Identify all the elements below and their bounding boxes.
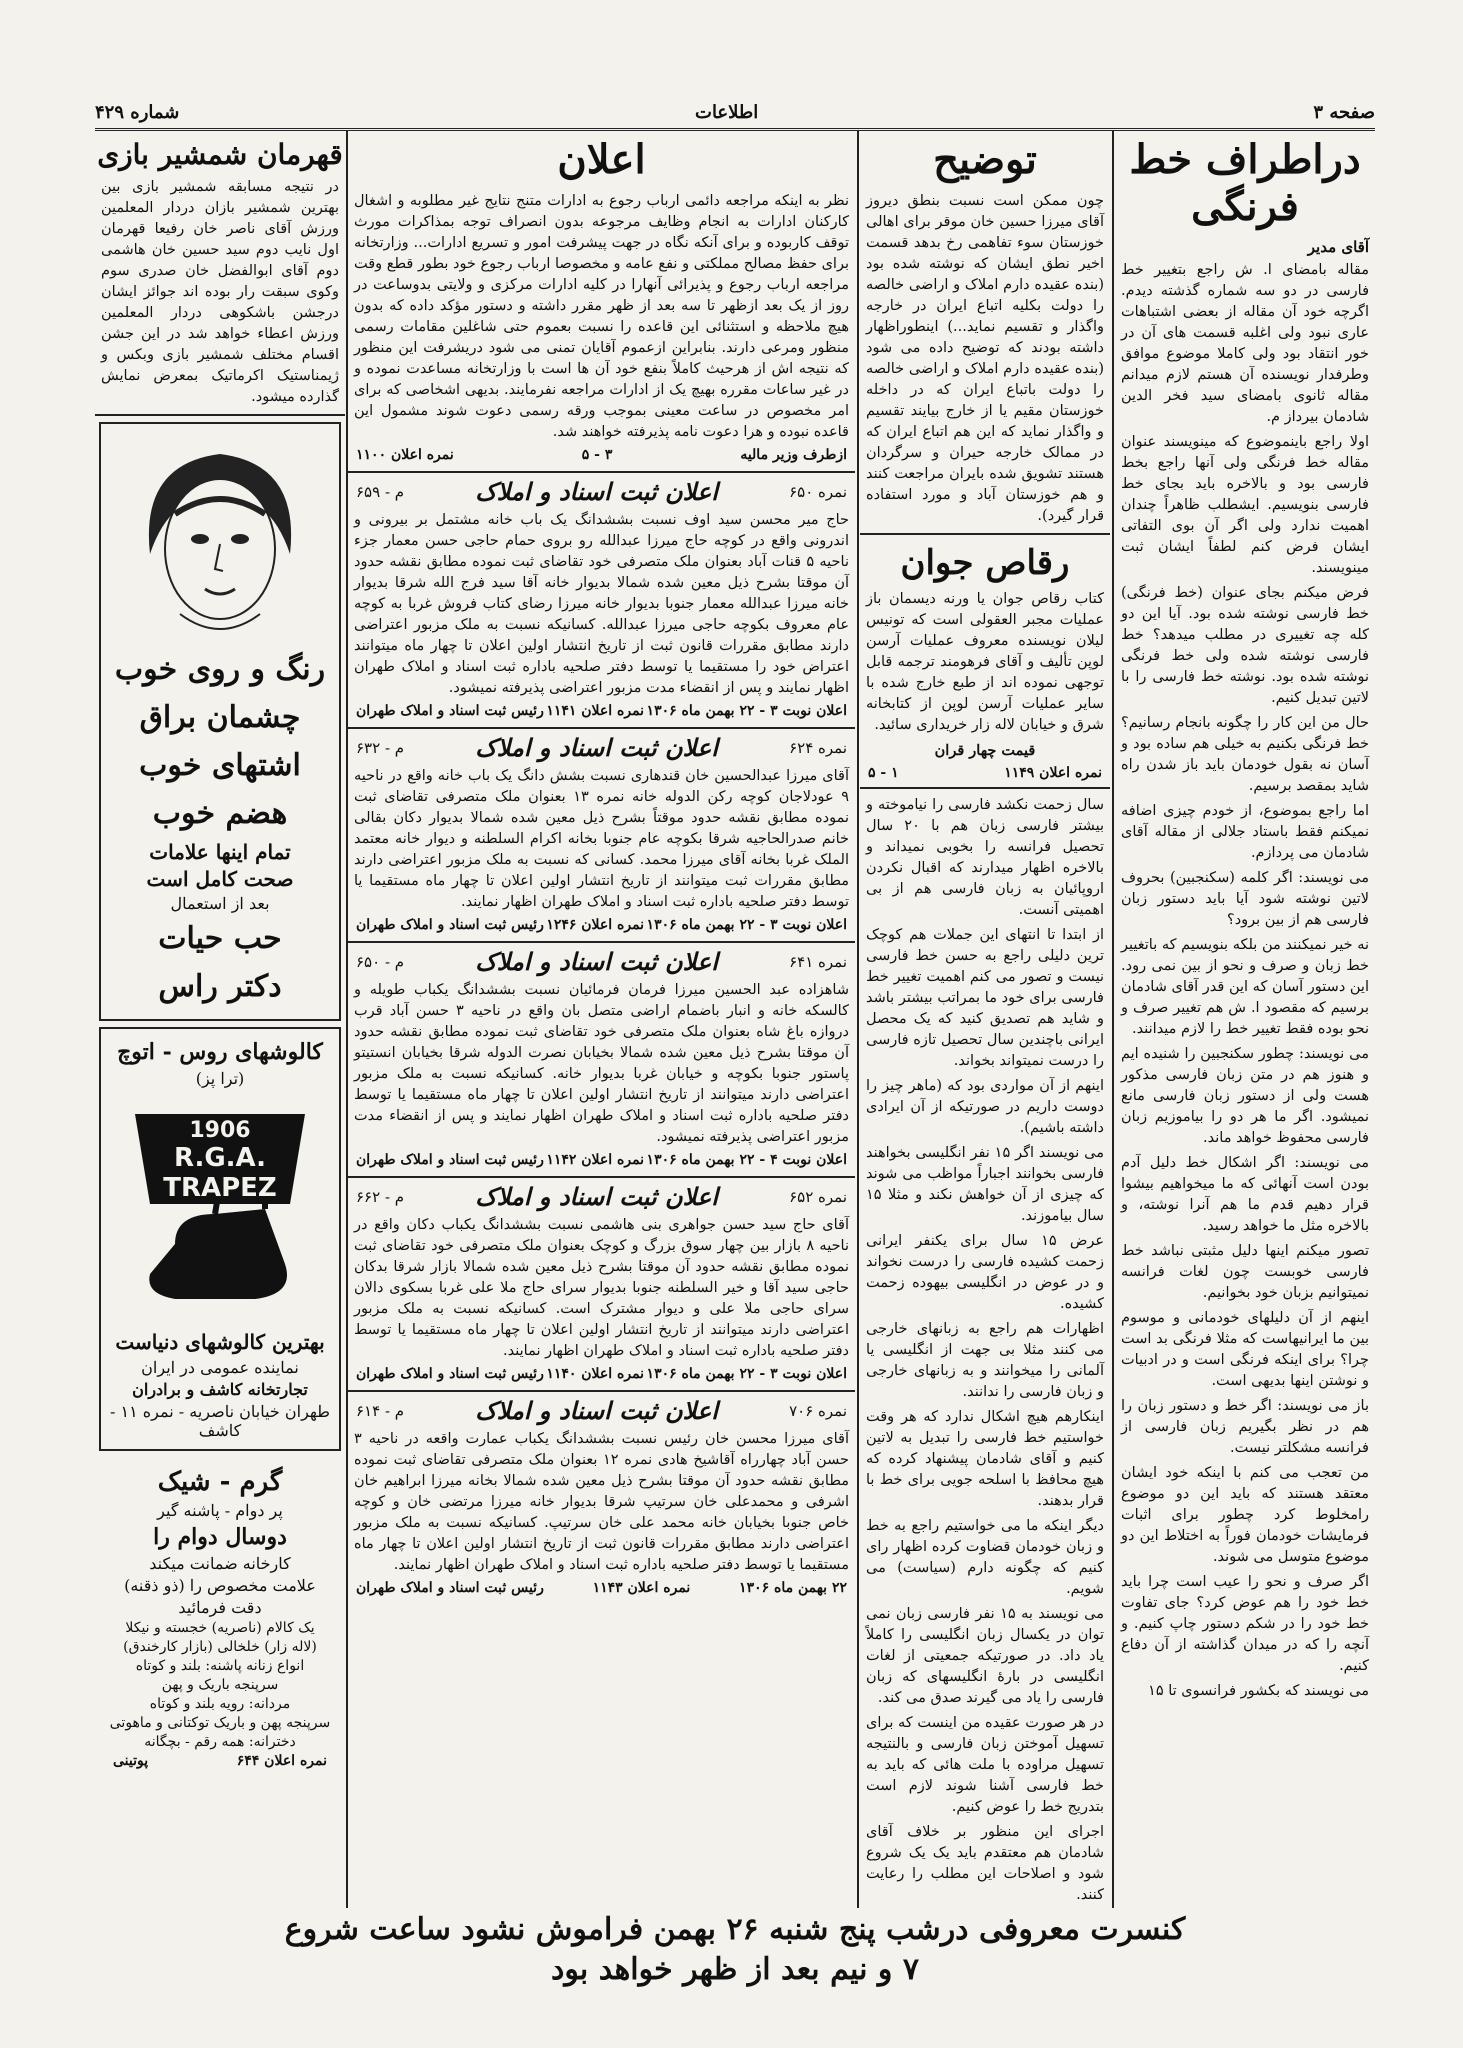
column-script-debate <box>1115 130 1375 1908</box>
paragraph: در نتیجه مسابقه شمشیر بازی بین بهترین شمشیر بازان دردار المعلمین ورزش آقای ناصر خان رفیعا قهرمان اول نایب دوم سید حسین خان هاشمی دوم آقای ابوالفضل خان صدری سوم وکوی سبقت رار بوده اند جوائز ایشان درجشن باشکوهی دردار المعلمین ورزش اعطاء خواهد شد در این جشن اقسام مختلف شمشیر بازی وبکس و ژیمناستیک اکرماتیک بمعرض نمایش گذارده میشود. <box>101 179 339 405</box>
notice-code: م - ۶۵۹ <box>356 482 405 501</box>
shoe-advert <box>99 1027 341 1451</box>
notice-header <box>356 1396 847 1425</box>
issue-number: شماره ۴۲۹ <box>95 102 180 123</box>
notice-no: نمره اعلان ۱۲۴۶ <box>546 917 645 933</box>
paragraph: سال زحمت نکشد فارسی را نیاموخته و بیشتر فارسی زبان هم با ۲۰ سال تحصیل فرانسه را بخوبی نمیداند و بالاخره اظهار میدارند که اقبال نکردن اروپائیان به زبان فارسی هم از بی اهمیتی آنست. <box>866 797 1104 918</box>
announcement-signer: ازطرف وزیر مالیه <box>740 447 847 463</box>
notice-no: نمره اعلان ۱۱۴۰ <box>546 1366 645 1382</box>
ad-subtitle: (ترا پز) <box>195 1069 245 1088</box>
banner-line: کنسرت معروفی درشب پنج شنبه ۲۶ بهمن فراموش نشود ساعت شروع <box>284 1912 1186 1947</box>
notice-title: اعلان ثبت اسناد و املاک <box>475 1396 718 1425</box>
paragraph: می نویسند: اگر اشکال خط دلیل آدم بودن است آنهائی که ما میخواهیم بیشوا قرار دهیم قدم ما هم آنرا نوشته، و بالاخره مثل ما خواهد رسید. <box>1121 1155 1369 1234</box>
notice-issue: ۲۲ بهمن ماه ۱۳۰۶ <box>739 1580 847 1596</box>
notice-no: نمره اعلان ۱۱۴۲ <box>546 1152 645 1168</box>
paragraph: می نویسند به ۱۵ نفر فارسی زبان نمی توان در یکسال زبان انگلیسی را کاملاً یاد داد. در صورتیکه جمعیتی از لغات انگلیسی در بارهٔ انگلیسهای که زبان فارسی را یاد می گیرند صدق می کند. <box>866 1606 1104 1706</box>
notice-title: اعلان ثبت اسناد و املاک <box>475 1182 718 1211</box>
notice-number: نمره ۶۴۱ <box>789 952 847 971</box>
notice-signer: رئیس ثبت اسناد و املاک طهران <box>356 917 544 933</box>
divider <box>348 471 855 473</box>
woman-portrait-icon <box>120 434 320 644</box>
announcement-meta <box>356 447 847 463</box>
paragraph: عرض ۱۵ سال برای یکنفر ایرانی زحمت کشیده فارسی را درست نخواند و در عوض در انگلیسی بیهوده زحمت کشیده. <box>866 1233 1105 1312</box>
masthead-bar <box>95 100 1375 131</box>
notice-signer: رئیس ثبت اسناد و املاک طهران <box>356 1580 544 1596</box>
paragraph: نه خیر نمیکنند من بلکه بنویسیم که باتغییر خط زبان و صرف و نحو از بین نمی رود. این دستور آسان که این قدر آقای شادمان برسیم که مقصود ا. ش هم تغییر صرف و نحو بوده فقط تغییر خط را لازم میدانند. <box>1121 937 1369 1037</box>
ad-line: تجارتخانه کاشف و برادران <box>132 1380 308 1399</box>
notice-title: اعلان ثبت اسناد و املاک <box>475 947 718 976</box>
notice-issue: اعلان نوبت ۴ - ۲۲ بهمن ماه ۱۳۰۶ <box>646 1152 847 1168</box>
paragraph: کتاب رقاص جوان یا ورنه دیسمان باز عملیات مجبر العقولی است که تونیس لیلان نویسنده معروف عملیات آرسن لوپن تألیف و آقای فرهومند ترجمه قابل توجهی نموده اند از طبع خارج شده با سایر عملیات آرسن لوپن از کتابخانه شرق و خیابان لاله زار خریداری سائید. <box>866 591 1104 733</box>
ad-number: نمره اعلان ۱۱۴۹ <box>1004 765 1102 781</box>
column-notices <box>348 130 855 1908</box>
ad-title: کالوشهای روس - اتوچ <box>117 1039 323 1065</box>
price: قیمت چهار قران <box>934 742 1036 759</box>
notice-meta <box>356 703 847 719</box>
notice-code: م - ۶۶۲ <box>356 1187 405 1206</box>
article-title: دراطراف خط فرنگی <box>1129 136 1361 230</box>
divider <box>860 787 1110 789</box>
ad-line: سرپنجه باریک و پهن <box>161 1677 279 1693</box>
notice-code: م - ۶۳۲ <box>356 738 405 757</box>
paragraph: از ابتدا تا انتهای این جملات هم کوچک ترین دلیلی راجع به حسن خط فارسی نیست و تصور می کنم اهمیت تغییر خط فارسی برای خود ما بمراتب بیشتر باشد و شاید هم تصدیق کنید که یک محصل ایرانی باچندین سال تحصیل تازه فارسی را درست نمیتواند بخواند. <box>866 927 1104 1069</box>
notice-issue: اعلان نوبت ۳ - ۲۲ بهمن ماه ۱۳۰۶ <box>646 917 847 933</box>
paragraph: فرض میکنم بجای عنوان (خط فرنگی) خط فارسی نوشته شده بود. آیا این دو کله چه تغییری در مطلب میدهد؟ خط فارسی نوشته شده ولی خط فرنگی نوشته شده بود. نوشته خط فارسی را با لاتین تبدیل کنیم. <box>1121 585 1369 706</box>
article-title: قهرمان شمشیر بازی <box>97 138 343 171</box>
notice-code: م - ۶۱۴ <box>356 1401 405 1420</box>
ad-line: یک کالام (ناصریه) خجسته و نیکلا <box>125 1620 315 1636</box>
ad-line: انواع زنانه پاشنه: بلند و کوتاه <box>135 1658 305 1674</box>
paragraph: تصور میکنم اینها دلیل مثبتی نباشد خط فارسی خوبست چون لغات فرانسه نمیتوانیم بزبان خود بخوانیم. <box>1121 1243 1369 1301</box>
paper-name: اطلاعات <box>695 102 759 123</box>
notice-header <box>356 477 847 506</box>
divider <box>95 414 345 416</box>
column-rule <box>1112 130 1114 1908</box>
paragraph: مقاله بامضای ا. ش راجع بتغییر خط فارسی در دو سه شماره گذشته دیدم. اگرچه خود آن مقاله از بعضی اشتباهات عاری نبود ولی اغلبه قسمت های آن در خور انتقاد بود ولی کاملا موضوع موافق وطرفدار نویسنده آن هستم لازم میدانم مقاله ثانوی بامضای سید فخر الدین شادمان بیرداز م. <box>1121 262 1369 425</box>
beauty-advert <box>99 422 341 1021</box>
galosh-shoe-icon <box>115 1094 325 1324</box>
notice-body: آقای حاج سید حسن جواهری بنی هاشمی نسبت بششدانگ یکباب دکان واقع در ناحیه ۸ بازار بین چهار سوق بزرگ و کوچک بعنوان ملک متصرفی خود تقاضای ثبت نموده مطابق نقشه حدود آن موقتا بشرح ذیل معین شده شمالا بازار شرقا بدکان حاجی سید آقا و خیر السلطنه جنوبا بدیوار سرای حاج ملا علی غربا بسکوی دالان سرای حاجی ملا علی و دیوار مشترک است. کسانیکه نسبت به ملک مزبور اعتراضی دارند میتوانند از تاریخ انتشار اولین اعلان تا چهار ماه مستقیما یا توسط دفتر صلحیه باداره ثبت اسناد و املاک طهران اظهار نمایند. <box>354 1217 849 1359</box>
notice-meta <box>356 1152 847 1168</box>
notice-header <box>356 1182 847 1211</box>
ad-meta <box>868 765 1102 781</box>
ad-line: تمام اینها علامات <box>149 840 291 864</box>
salutation: آقای مدیر <box>1307 238 1369 256</box>
paragraph: باز می نویسند: اگر خط و دستور زبان را هم در نظر بگیریم زبان فارسی از فرانسه مشکلتر نیست. <box>1121 1398 1369 1456</box>
notice-meta <box>356 1580 847 1596</box>
paragraph: در هر صورت عقیده من اینست که برای تسهیل آموختن زبان فارسی و بالنتیجه تسهیل مراوده با ملت هائی که باید به خط فارسی آشنا شوند لازم است بتدریج خط را عوض کنیم. <box>866 1715 1104 1815</box>
notice-code: م - ۶۵۰ <box>356 952 405 971</box>
ad-turn: ۱ - ۵ <box>868 765 899 781</box>
notice-title: اعلان ثبت اسناد و املاک <box>475 733 718 762</box>
notice-title: اعلان ثبت اسناد و املاک <box>475 477 718 506</box>
ad-line: صحت کامل است <box>146 867 294 891</box>
paragraph: اینهم از آن مواردی بود که (ماهر چیز را دوست داریم در صورتیکه از آن ایرادی داشته باشیم). <box>866 1078 1104 1136</box>
ad-title: گرم - شیک <box>157 1467 283 1497</box>
paragraph: من تعجب می کنم با اینکه خود ایشان معتقد هستند که باید این دو موضوع رامخلوط کرد چطور برای اثبات فرمایشات خودمان فوراً به اختلاط این دو موضوع متوسل می شوند. <box>1121 1465 1369 1565</box>
notice-no: نمره اعلان ۱۱۴۳ <box>592 1580 691 1596</box>
ad-line: هضم خوب <box>152 796 288 831</box>
paragraph: می نویسند که بکشور فرانسوی تا ۱۵ <box>1148 1683 1369 1699</box>
concert-banner <box>95 1910 1375 1996</box>
ad-line: پر دوام - پاشنه گیر <box>157 1501 283 1520</box>
column-explanation <box>860 130 1110 1908</box>
ad-line: دوسال دوام را <box>153 1524 287 1550</box>
notice-body: آقای میرزا محسن خان رئیس نسبت بششدانگ یکباب عمارت واقعه در ناحیه ۳ حسن آباد چهارراه آقاشیخ هادی نمره ۱۲ بعنوان ملک متصرفی تقاضای ثبت نموده مطابق نقشه حدود آن موقتا بشرح ذیل معین شده شمالا بخانه میرزا ابراهیم خان اشرفی و محمدعلی خان سرتیپ شرقا بدیوار خانه میرزا مرتضی خان و کوچه خاص جنوبا بخیابان خانه محمد علی خان سرتیپ. کسانیکه نسبت به ملک مزبور اعتراضی دارند مطابق مقررات قانون ثبت از تاریخ انتشار اولین اعلان تا چهار ماه مستقیما یا توسط دفتر صلحیه باداره ثبت اسناد و املاک طهران اظهار نمایند. <box>354 1431 849 1573</box>
ad-line: (لاله زار) خلخالی (بازار کارخندق) <box>123 1639 317 1655</box>
paragraph: می نویسند: چطور سکنجبین را شنیده ایم و هنوز هم در متن زبان فارسی مذکور هست ولی از دستور زبان فارسی مانع نمیشود. اگر ما هر دو را بیاموزیم زبان فارسی محفوظ خواهد ماند. <box>1121 1046 1369 1146</box>
announcement-body: نظر به اینکه مراجعه دائمی ارباب رجوع به ادارات متنج نتایج غیر مطلوبه و اشغال کارکنان ادارات به انجام وظایف مرجوعه بدون انصراف توجه بمذاکرات مورث توقف کاربوده و برای آنکه نگاه در جهت پیشرفت امور و تسریع ادارات... وزارتخانه برای حفظ مصالح مملکتی و نفع عامه و مخصوصا ارباب رجوع خود بطور قطع وقت مراجعه ارباب رجوع و پذیرائی آنهارا در کلیه ادارات مرکزی و ولایتی بدوساعت در روز از یک بعد ازظهر تا سه بعد از ظهر مقرر داشته و دستور مؤکد داده که بدون هیچ ملاحظه و استثنائی این قاعده را نسبت بعموم حتی شاغلین مقامات رسمی منظور ومرعی دارند. بنابراین ازعموم آقایان تمنی می شود دریشرفت این منظور که نتیجه اش از هرحیث کاملاً بنفع خود آن ها است با وزارتخانه مساعدت نموده و در غیر ساعات مقرره بهیچ یک از ادارات مراجعه نفرمایند. بدیهی اشخاصی که برای امر مخصوص در ساعت معینی بموجب ورقه رسمی دعوت شوند مشمول این قاعده نبوده و هرا دعوت نامه پذیرفته خواهند شد. <box>354 193 849 440</box>
article-title: رقاص جوان <box>900 543 1070 583</box>
ad-line: دخترانه: همه رقم - بچگانه <box>144 1734 296 1750</box>
column-fencing-and-ads <box>95 130 345 1908</box>
notice-number: نمره ۷۰۶ <box>789 1401 847 1420</box>
ad-line: رنگ و روی خوب <box>114 652 326 687</box>
ad-line: چشمان براق <box>139 700 301 735</box>
notice-body: شاهزاده عبد الحسین میرزا فرمان فرمائیان نسبت بششدانگ یکباب طویله و کالسکه خانه و انبار باضمام اراضی متصل بان واقع در ناحیه ۳ حسن آباد قرب دروازه باغ شاه بعنوان ملک متصرفی خود تقاضای ثبت نموده مطابق نقشه حدود آن موقتا بشرح ذیل معین شده شمالا بخیابان نصرت الدوله شرقا بخیابان انستیتو پاستور جنوبا بکوچه و خیابان غربا بدیوار خانه. کسانیکه نسبت به ملک مزبور اعتراضی دارند میتوانند از تاریخ انتشار اولین اعلان تا چهار ماه مستقیما یا توسط دفتر صلحیه باداره ثبت اسناد و املاک طهران اظهار نمایند و پس از انقضاء مدت مزبور اعتراضی پذیرفته نمیشود. <box>354 982 849 1145</box>
paragraph: اجرای این منظور بر خلاف آقای شادمان هم معتقدم باید یک یک شروع شود و اصلاحات این مطلب را رعایت کنند. <box>866 1824 1104 1903</box>
ad-line: سرپنجه پهن و باریک توکتانی و ماهوتی <box>109 1715 331 1731</box>
notice-signer: رئیس ثبت اسناد و املاک طهران <box>356 1366 544 1382</box>
article-title: توضیح <box>933 136 1037 183</box>
divider <box>860 533 1110 535</box>
divider <box>348 941 855 943</box>
ad-slogan: بهترین کالوشهای دنیاست <box>115 1330 325 1354</box>
ad-number: نمره اعلان ۶۴۴ <box>236 1753 327 1769</box>
paragraph: اینکارهم هیچ اشکال ندارد که هر وقت خواستیم خط فارسی را تبدیل به لاتین کنیم و آقای شادمان پیشنهاد کرده که هیچ محافظ با اسلحه جویی برای خط با قرار بدهند. <box>866 1409 1104 1509</box>
paragraph: چون ممکن است نسبت بنطق دیروز آقای میرزا حسین خان موقر برای اهالی خوزستان سوء تفاهمی رخ بدهد قسمت اخیر نطق ایشان که نوشته شده بود (بنده عقیده دارم املاک و اراضی خالصه را دولت بکلیه اتباع ایران در خارجه واگذار و تقسیم نماید...) اینطوراظهار داشته بودند که توضیح داده می شود (بنده عقیده دارم املاک و اراضی خالصه را دولت باتباع ایران که در داخله خوزستان مقیم یا از خارج بیایند تقسیم و واگذار نماید که این هم اتباع ایران که در ممالک خارجه حیران و سرگردان هستند تشویق شده بایران مراجعت کنند و هم خوزستان آباد و مورد استفاده قرار گیرد). <box>866 193 1104 524</box>
announcement-turn: ۳ - ۵ <box>581 447 613 463</box>
notice-body: آقای میرزا عبدالحسین خان قندهاری نسبت بشش دانگ یک باب خانه واقع در ناحیه ۹ عودلاجان کوچه رکن الدوله خانه نمره ۱۳ بعنوان ملک متصرفی تقاضای ثبت نموده مطابق نقشه حدود موقتاً بشرح ذیل معین شده شمالا بدیوار دکان بقالی خانم صدرالحاجیه شرقا بکوچه عام جنوبا بخانه اکرام السلطنه و دیوار خانه معتمد الملک غربا بخانه آقای میرزا محمد. کسانی که نسبت به ملک مزبور اعتراضی دارند مطابق مقررات ثبت میتوانند از تاریخ انتشار اولین اعلان تا چهار ماه مستقیما یا توسط دفتر صلحیه باداره ثبت اسناد و املاک طهران اظهار نمایند. <box>354 768 849 910</box>
brand-year: 1906 <box>189 1118 251 1143</box>
boot-advert <box>99 1457 341 1777</box>
announcement-number: نمره اعلان ۱۱۰۰ <box>356 447 454 463</box>
paragraph: می نویسند: اگر کلمه (سکنجبین) بحروف لاتین نوشته شود آیا باید دستور زبان فارسی هم از بین برود؟ <box>1121 870 1369 928</box>
ad-line: علامت مخصوص را (ذو ذقنه) <box>124 1576 316 1595</box>
ad-line: کارخانه ضمانت میکند <box>149 1554 291 1573</box>
divider <box>348 1176 855 1178</box>
notice-number: نمره ۶۵۰ <box>789 482 847 501</box>
notice-number: نمره ۶۲۴ <box>789 738 847 757</box>
notice-signer: رئیس ثبت اسناد و املاک طهران <box>356 1152 544 1168</box>
notice-no: نمره اعلان ۱۱۴۱ <box>546 703 645 719</box>
notice-issue: اعلان نوبت ۳ - ۲۲ بهمن ماه ۱۳۰۶ <box>646 1366 847 1382</box>
divider <box>348 727 855 729</box>
notice-signer: رئیس ثبت اسناد و املاک طهران <box>356 703 544 719</box>
article-title: اعلان <box>557 136 646 183</box>
notice-meta <box>356 917 847 933</box>
notice-meta <box>356 1366 847 1382</box>
brand-name: TRAPEZ <box>163 1173 277 1203</box>
ad-line: نماینده عمومی در ایران <box>141 1358 299 1377</box>
ad-line: بعد از استعمال <box>170 894 270 913</box>
notice-header <box>356 947 847 976</box>
banner-line: ۷ و نیم بعد از ظهر خواهد بود <box>551 1952 919 1987</box>
paragraph: دیگر اینکه ما می خواستیم راجع به خط و زبان خودمان قضاوت کرده اظهار رای کنیم که چگونه دارم (سیاست) می شویم. <box>866 1518 1104 1597</box>
paragraph: اینهم از آن دلیلهای خودمانی و موسوم بین ما ایرانیهاست که مثلا فرنگی بد است چرا؟ برای اینکه فرنگی است و در ادبیات و نوشتن اینها بدیهی است. <box>1121 1310 1369 1389</box>
ad-line: دقت فرمائید <box>178 1598 262 1617</box>
notice-header <box>356 733 847 762</box>
brand-name: R.G.A. <box>173 1143 267 1173</box>
paragraph: اما راجع بموضوع، از خودم چیزی اضافه نمیکنم فقط باستاد جلالی از مقاله آقای شادمان می پردازم. <box>1121 803 1369 861</box>
paragraph: می نویسند اگر ۱۵ نفر انگلیسی بخواهند فارسی بخوانند اجباراً مواظب می شوند که چیزی از آن خواهش نکند و مثلا ۱۵ سال بیاموزند. <box>866 1145 1104 1224</box>
paragraph: اولا راجع باینموضوع که مینویسند عنوان مقاله خط فرنگی ولی آنها راجع بخط فارسی بود و بالاخره باید بجای خط فارسی بنویسیم. ایشطلب ظاهراً چندان اهمیت ندارد ولی اگر آن بوی التفاتی ایشان فرض کنم لطفاً ایشان ثبت مینویسند. <box>1121 434 1369 576</box>
paragraph: اظهارات هم راجع به زبانهای خارجی می کنند مثلا بی جهت از انگلیسی یا آلمانی را میخوانند و به زبانهای خارجی و زبان فارسی را ندانند. <box>866 1321 1104 1400</box>
column-rule <box>857 130 859 1908</box>
ad-sign: پوتینی <box>113 1753 149 1769</box>
ad-line: طهران خیابان ناصریه - نمره ۱۱ - کاشف <box>109 1402 330 1440</box>
divider <box>348 1390 855 1392</box>
ad-line: مردانه: رویه بلند و کوتاه <box>149 1696 291 1712</box>
ad-line: دکتر راس <box>158 969 282 1004</box>
notice-body: حاج میر محسن سید اوف نسبت بششدانگ یک باب خانه مشتمل بر بیرونی و اندرونی واقع در کوچه حاج میرزا عبدالله رو بروی حمام حاجی حسن معمار جزء ناحیه ۵ قنات آباد بعنوان ملک متصرفی خود تقاضای ثبت نموده مطابق نقشه حدود آن موقتا بشرح ذیل معین شده شمالا بدیوار خانه آقا سید فرج الله شرقا بدیوار خانه میرزا عبدالله معمار جنوبا بدیوار خانه میرزا رضای کتاب فروش غربا به کوچه عام معروف بکوچه حاجی میرزا عبدالله. کسانیکه نسبت به ملک مزبور اعتراضی دارند مطابق مقررات قانون ثبت از تاریخ انتشار اولین اعلان تا چهار ماه میتوانند اعتراض خود را مستقیما یا توسط دفتر صلحیه باداره ثبت اسناد و املاک طهران اظهار نمایند و پس از انقضاء مدت مزبور اعتراضی پذیرفته نمیشود. <box>354 512 849 696</box>
ad-line: اشتهای خوب <box>139 748 301 783</box>
notice-issue: اعلان نوبت ۳ - ۲۲ بهمن ماه ۱۳۰۶ <box>646 703 847 719</box>
notice-number: نمره ۶۵۲ <box>789 1187 847 1206</box>
ad-meta <box>113 1753 327 1769</box>
paragraph: حال من این کار را چگونه بانجام رسانیم؟ خط فرنگی بکنیم به خیلی هم ساده بود و آسان نه بقول خودمان باید باز شدن راه شاید بمقصد برسیم. <box>1121 715 1369 794</box>
ad-line: حب حیات <box>158 921 282 956</box>
paragraph: اگر صرف و نحو را عیب است چرا باید خط خود را هم عوض کرد؟ جای تفاوت خط خود را در شکم دستور چاپ کنیم. و آنچه را که در میدان گذاشته از آن دفاع کنیم. <box>1121 1574 1369 1674</box>
page-number: صفحه ۳ <box>1313 102 1375 123</box>
